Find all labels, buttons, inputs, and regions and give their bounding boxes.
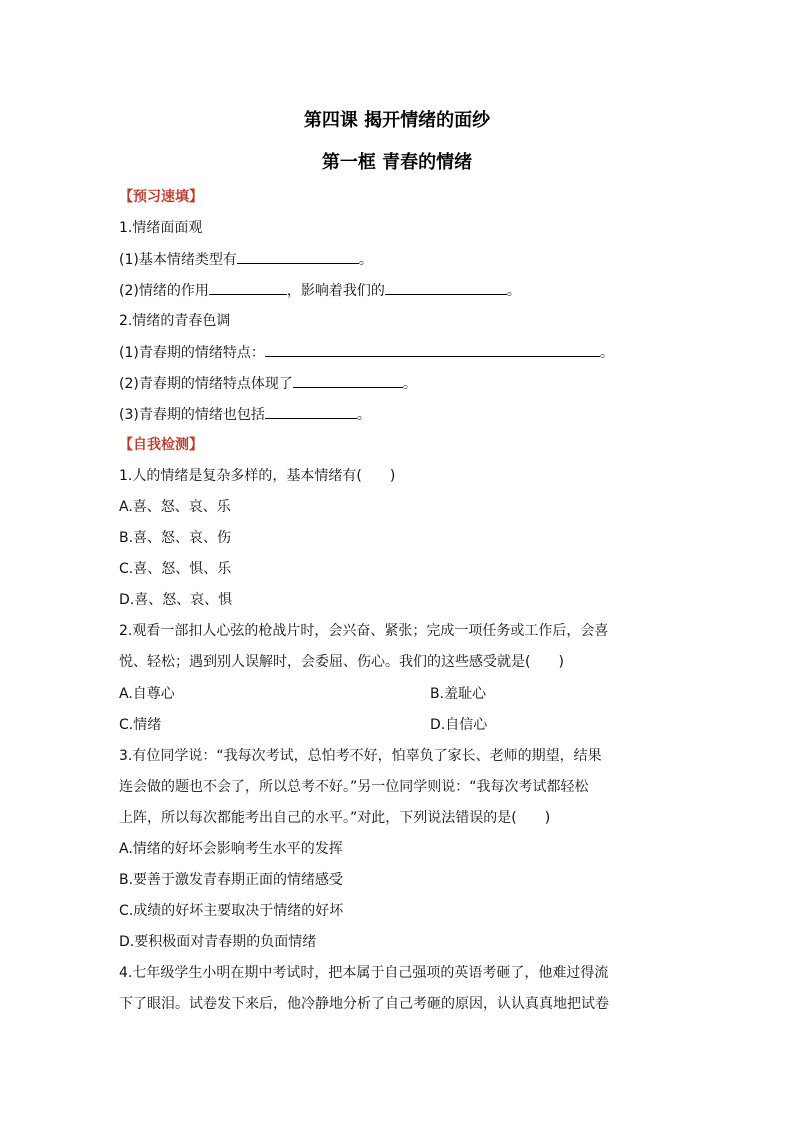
question-3-line-3: 上阵，所以每次都能考出自己的水平。”对此，下列说法错误的是( ) xyxy=(119,810,551,826)
question-2-line-1: 2.观看一部扣人心弦的枪战片时，会兴奋、紧张；完成一项任务或工作后，会喜 xyxy=(119,623,609,639)
question-4-line-2: 下了眼泪。试卷发下来后，他冷静地分析了自己考砸的原因，认认真真地把试卷 xyxy=(119,996,609,1012)
preview-q2-3: (3)青春期的情绪也包括 。 xyxy=(119,404,371,425)
preview-q2-title: 2.情绪的青春色调 xyxy=(119,313,231,329)
section-title: 第一框 青春的情绪 xyxy=(321,152,473,173)
q2-option-d: D.自信心 xyxy=(430,717,488,733)
answer-blank[interactable] xyxy=(209,280,287,295)
preview-q1-title: 1.情绪面面观 xyxy=(119,220,203,236)
answer-blank[interactable] xyxy=(293,373,403,388)
q2-option-b: B.羞耻心 xyxy=(430,686,487,702)
q3-option-b: B.要善于激发青春期正面的情绪感受 xyxy=(119,872,344,888)
question-2-line-2: 悦、轻松；遇到别人误解时，会委屈、伤心。我们的这些感受就是( ) xyxy=(119,654,564,670)
q1-option-c: C.喜、怒、惧、乐 xyxy=(119,561,232,577)
preview-q1-1: (1)基本情绪类型有 。 xyxy=(119,249,373,270)
question-3-line-2: 连会做的题也不会了，所以总考不好。”另一位同学则说：“我每次考试都轻松 xyxy=(119,779,589,795)
answer-blank[interactable] xyxy=(265,342,600,357)
answer-blank[interactable] xyxy=(237,249,359,264)
selfcheck-heading: 【自我检测】 xyxy=(119,437,203,453)
lesson-title: 第四课 揭开情绪的面纱 xyxy=(303,110,491,131)
q2-option-c: C.情绪 xyxy=(119,717,162,733)
preview-q2-2: (2)青春期的情绪特点体现了 。 xyxy=(119,373,417,394)
preview-q2-1: (1)青春期的情绪特点： 。 xyxy=(119,342,614,363)
question-3-line-1: 3.有位同学说：“我每次考试，总怕考不好，怕辜负了家长、老师的期望，结果 xyxy=(119,748,602,764)
q3-option-a: A.情绪的好坏会影响考生水平的发挥 xyxy=(119,841,343,857)
q1-option-a: A.喜、怒、哀、乐 xyxy=(119,499,231,515)
q3-option-d: D.要积极面对青春期的负面情绪 xyxy=(119,934,317,950)
question-1: 1.人的情绪是复杂多样的，基本情绪有( ) xyxy=(119,468,396,484)
answer-blank[interactable] xyxy=(265,404,357,419)
preview-heading: 【预习速填】 xyxy=(119,189,203,205)
q2-option-a: A.自尊心 xyxy=(119,686,175,702)
q3-option-c: C.成绩的好坏主要取决于情绪的好坏 xyxy=(119,903,344,919)
question-4-line-1: 4.七年级学生小明在期中考试时，把本属于自己强项的英语考砸了，他难过得流 xyxy=(119,965,609,981)
preview-q1-2: (2)情绪的作用 ，影响着我们的 。 xyxy=(119,280,521,301)
q1-option-b: B.喜、怒、哀、伤 xyxy=(119,530,232,546)
answer-blank[interactable] xyxy=(385,280,507,295)
q1-option-d: D.喜、怒、哀、惧 xyxy=(119,592,233,608)
